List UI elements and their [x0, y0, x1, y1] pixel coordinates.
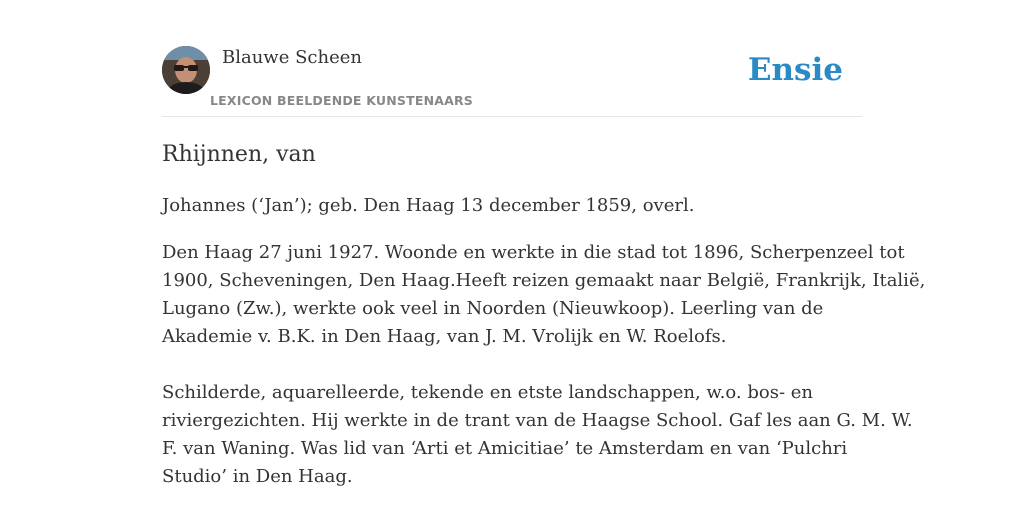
text-line: 1900, Scheveningen, Den Haag.Heeft reizen gemaakt naar België, Frankrijk, Italië, [162, 270, 926, 291]
avatar-photo-icon [162, 46, 210, 94]
text-line: Studio’ in Den Haag. [162, 466, 353, 487]
page-header [162, 46, 862, 117]
author-avatar[interactable] [162, 46, 210, 94]
text-line: Schilderde, aquarelleerde, tekende en etste landschappen, w.o. bos- en [162, 382, 814, 403]
text-line: riviergezichten. Hij werkte in de trant van de Haagse School. Gaf les aan G. M. W. [162, 410, 913, 431]
author-name[interactable]: Blauwe Scheen [222, 47, 362, 68]
ensie-logo[interactable]: Ensie [747, 52, 843, 88]
article-paragraph-2 [162, 239, 926, 351]
text-line: Akademie v. B.K. in Den Haag, van J. M. Vrolijk en W. Roelofs. [162, 326, 727, 347]
article-paragraph-1 [162, 192, 864, 220]
text-line: F. van Waning. Was lid van ‘Arti et Amicitiae’ te Amsterdam en van ‘Pulchri [162, 438, 848, 459]
text-line: Den Haag 27 juni 1927. Woonde en werkte in die stad tot 1896, Scherpenzeel tot [162, 242, 905, 263]
source-label[interactable]: LEXICON BEELDENDE KUNSTENAARS [210, 93, 474, 108]
text-line: Johannes (‘Jan’); geb. Den Haag 13 december 1859, overl. [162, 195, 695, 216]
article-title: Rhijnnen, van [162, 142, 316, 167]
text-line: Lugano (Zw.), werkte ook veel in Noorden (Nieuwkoop). Leerling van de [162, 298, 824, 319]
article-paragraph-3 [162, 379, 913, 491]
